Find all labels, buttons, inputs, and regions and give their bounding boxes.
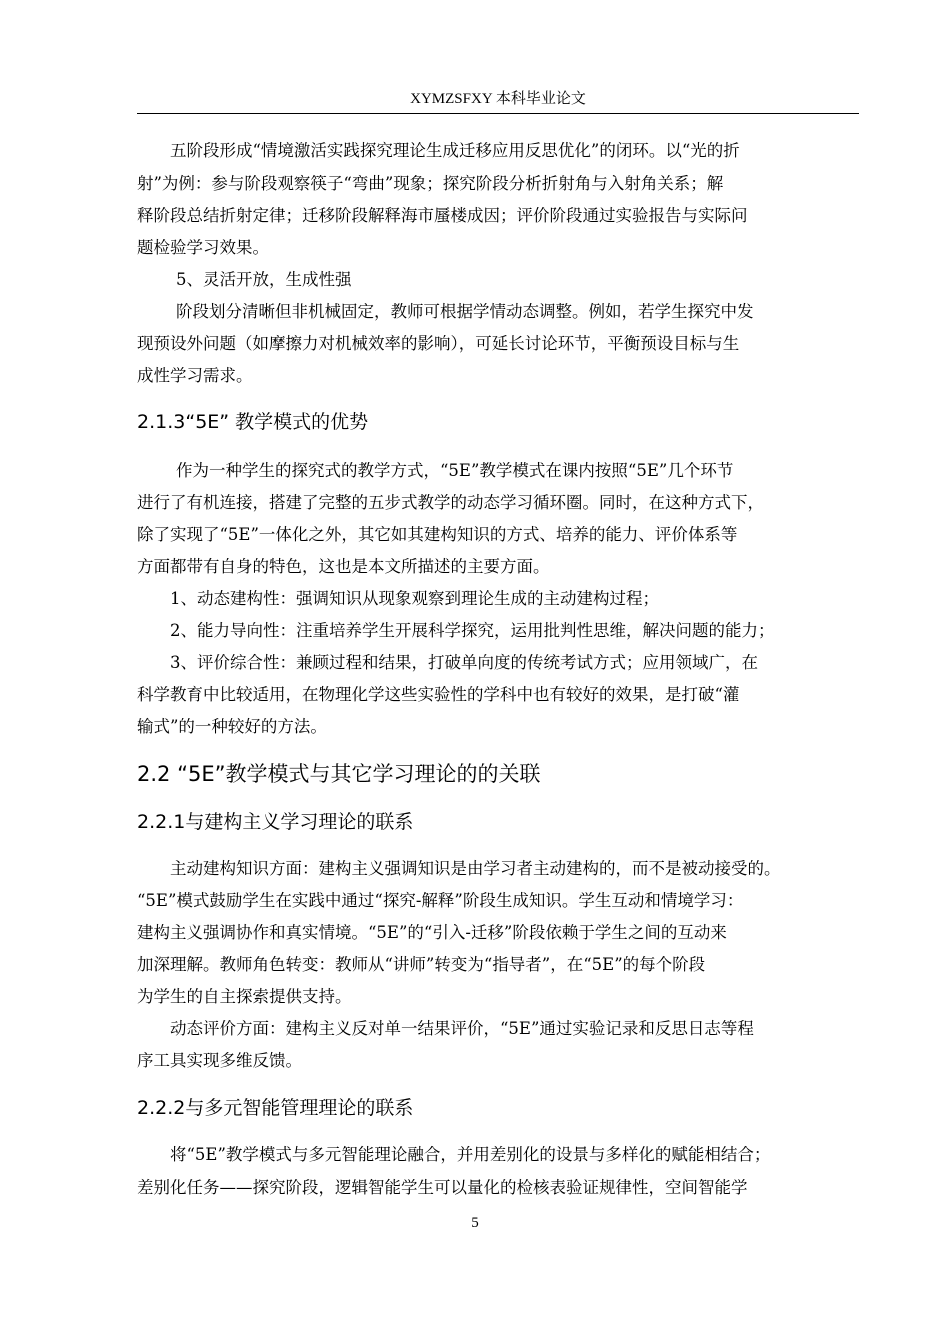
paragraph-line: 作为一种学生的探究式的教学方式，“5E”教学模式在课内按照“5E”几个环节 [176, 461, 734, 480]
paragraph-line: “5E”模式鼓励学生在实践中通过“探究-解释”阶段生成知识。学生互动和情境学习： [137, 891, 744, 910]
subsection-heading: 2.2.1与建构主义学习理论的联系 [137, 811, 414, 833]
paragraph-line: 将“5E”教学模式与多元智能理论融合，并用差别化的设景与多样化的赋能相结合； [170, 1145, 771, 1164]
paragraph-line: 释阶段总结折射定律；迁移阶段解释海市蜃楼成因；评价阶段通过实验报告与实际问 [137, 206, 748, 225]
section-heading: 2.1.3“5E” 教学模式的优势 [137, 411, 369, 433]
paragraph-line: 输式”的一种较好的方法。 [137, 717, 327, 736]
paragraph-line: 为学生的自主探索提供支持。 [137, 987, 352, 1006]
paragraph-line: 方面都带有自身的特色，这也是本文所描述的主要方面。 [137, 557, 550, 576]
subsection-heading: 2.2.2与多元智能管理理论的联系 [137, 1097, 414, 1119]
paragraph-line: 序工具实现多维反馈。 [137, 1051, 302, 1070]
paragraph-line: 题检验学习效果。 [137, 238, 269, 257]
paragraph-line: 建构主义强调协作和真实情境。“5E”的“引入-迁移”阶段依赖于学生之间的互动来 [137, 923, 727, 942]
paragraph-line: 现预设外问题（如摩擦力对机械效率的影响），可延长讨论环节，平衡预设目标与生 [137, 334, 740, 353]
header-divider [137, 113, 859, 114]
paragraph-line: 成性学习需求。 [137, 366, 253, 385]
paragraph-line: 除了实现了“5E”一体化之外，其它如其建构知识的方式、培养的能力、评价体系等 [137, 525, 738, 544]
list-item: 1、动态建构性：强调知识从现象观察到理论生成的主动建构过程； [170, 589, 659, 608]
paragraph-line: 五阶段形成“情境激活实践探究理论生成迁移应用反思优化”的闭环。以“光的折 [170, 141, 740, 160]
paragraph-line: 射”为例：参与阶段观察筷子“弯曲”现象；探究阶段分析折射角与入射角关系；解 [137, 174, 724, 193]
paragraph-line: 阶段划分清晰但非机械固定，教师可根据学情动态调整。例如，若学生探究中发 [176, 302, 754, 321]
list-item: 5、灵活开放，生成性强 [176, 270, 352, 289]
paragraph-line: 科学教育中比较适用，在物理化学这些实验性的学科中也有较好的效果，是打破“灌 [137, 685, 740, 704]
paragraph-line: 加深理解。教师角色转变：教师从“讲师”转变为“指导者”，在“5E”的每个阶段 [137, 955, 706, 974]
list-item: 3、评价综合性：兼顾过程和结果，打破单向度的传统考试方式；应用领域广，在 [170, 653, 758, 672]
paragraph-line: 差别化任务——探究阶段，逻辑智能学生可以量化的检核表验证规律性，空间智能学 [137, 1178, 748, 1197]
paragraph-line: 主动建构知识方面：建构主义强调知识是由学习者主动建构的，而不是被动接受的。 [170, 859, 781, 878]
paragraph-line: 进行了有机连接，搭建了完整的五步式教学的动态学习循环圈。同时，在这种方式下， [137, 493, 764, 512]
section-heading: 2.2 “5E”教学模式与其它学习理论的的关联 [137, 762, 541, 786]
page-number: 5 [471, 1215, 479, 1231]
list-item: 2、能力导向性：注重培养学生开展科学探究，运用批判性思维，解决问题的能力； [170, 621, 775, 640]
paragraph-line: 动态评价方面：建构主义反对单一结果评价，“5E”通过实验记录和反思日志等程 [170, 1019, 754, 1038]
page-header: XYMZSFXY 本科毕业论文 [410, 91, 586, 107]
